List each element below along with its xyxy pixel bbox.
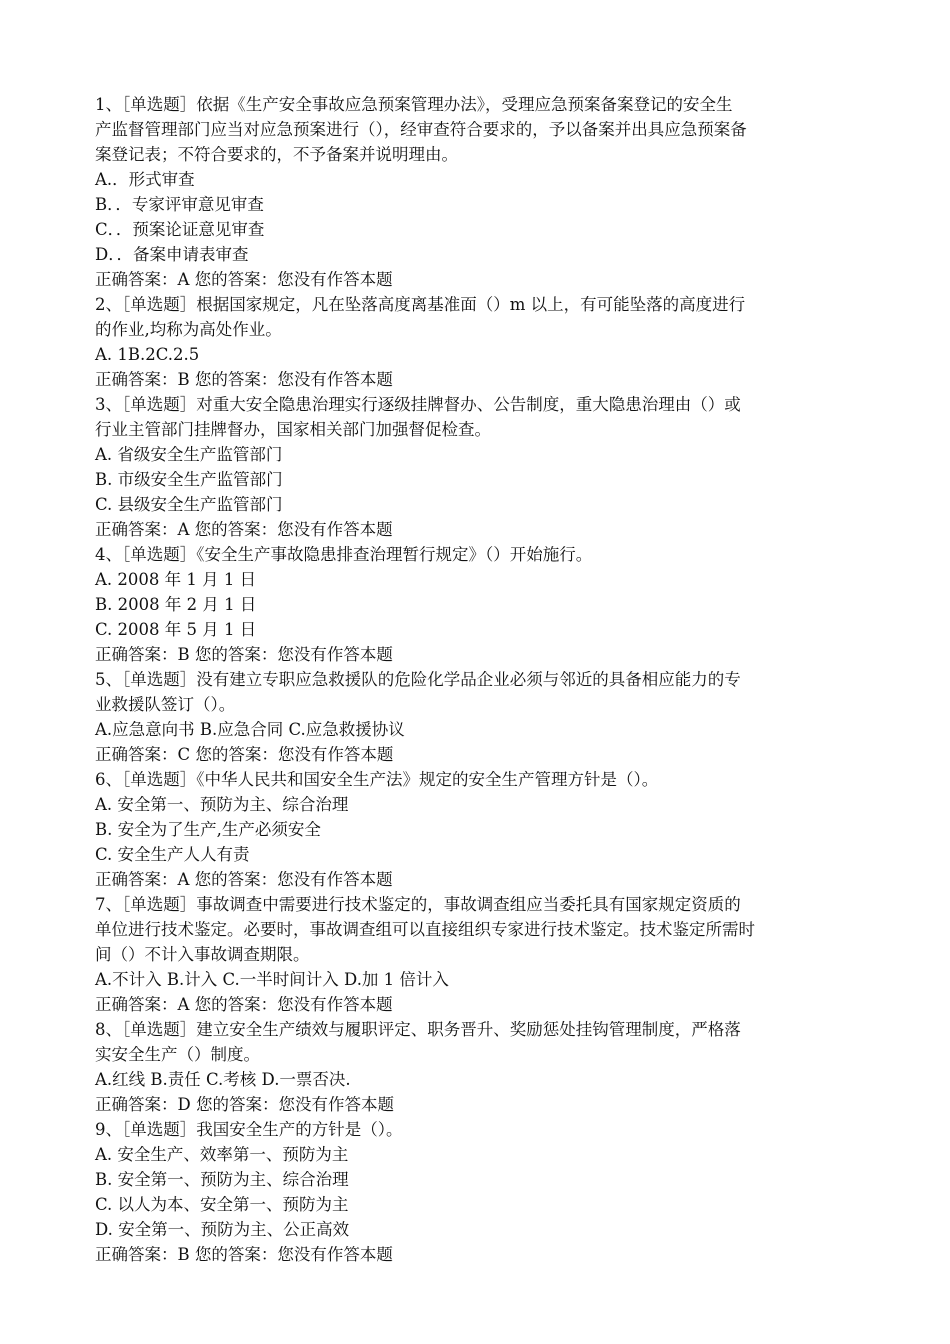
question-text-line: 1、［单选题］依据《生产安全事故应急预案管理办法》，受理应急预案备案登记的安全生 (95, 95, 733, 114)
question-text-line: 5、［单选题］没有建立专职应急救援队的危险化学品企业必须与邻近的具备相应能力的专 (95, 670, 741, 689)
answer-line: 正确答案：A 您的答案：您没有作答本题 (95, 520, 393, 539)
question-text-line: 单位进行技术鉴定。必要时，事故调查组可以直接组织专家进行技术鉴定。技术鉴定所需时 (95, 920, 755, 939)
answer-line: 正确答案：B 您的答案：您没有作答本题 (95, 645, 393, 664)
question-text-line: 行业主管部门挂牌督办，国家相关部门加强督促检查。 (95, 420, 491, 439)
option-d: D. 安全第一、预防为主、公正高效 (95, 1220, 350, 1239)
question-text-line: 业救援队签订（）。 (95, 695, 236, 714)
question-3 (95, 392, 865, 542)
option-a: A. 2008 年 1 月 1 日 (95, 570, 257, 589)
question-text-line: 的作业,均称为高处作业。 (95, 320, 282, 339)
question-text-line: 4、［单选题］《安全生产事故隐患排查治理暂行规定》（）开始施行。 (95, 545, 593, 564)
question-9 (95, 1117, 865, 1267)
question-text-line: 实安全生产（）制度。 (95, 1045, 260, 1064)
option-c: C. 安全生产人人有责 (95, 845, 250, 864)
question-text-line: 间（）不计入事故调查期限。 (95, 945, 310, 964)
option-a: A. 省级安全生产监管部门 (95, 445, 283, 464)
option-c: C．．预案论证意见审查 (95, 220, 265, 239)
question-text-line: 9、［单选题］我国安全生产的方针是（）。 (95, 1120, 403, 1139)
option-b: B. 安全第一、预防为主、综合治理 (95, 1170, 349, 1189)
answer-line: 正确答案：A 您的答案：您没有作答本题 (95, 270, 393, 289)
question-8 (95, 1017, 865, 1117)
option-a: A. 安全生产、效率第一、预防为主 (95, 1145, 349, 1164)
option-b: B. 安全为了生产,生产必须安全 (95, 820, 321, 839)
option-c: C. 以人为本、安全第一、预防为主 (95, 1195, 349, 1214)
answer-line: 正确答案：D 您的答案：您没有作答本题 (95, 1095, 394, 1114)
option-a: A.应急意向书 B.应急合同 C.应急救援协议 (95, 720, 405, 739)
option-b: B. 2008 年 2 月 1 日 (95, 595, 257, 614)
option-d: D．．备案申请表审查 (95, 245, 249, 264)
answer-line: 正确答案：C 您的答案：您没有作答本题 (95, 745, 394, 764)
option-a: A.不计入 B.计入 C.一半时间计入 D.加 1 倍计入 (95, 970, 449, 989)
option-b: B. 市级安全生产监管部门 (95, 470, 283, 489)
option-c: C. 县级安全生产监管部门 (95, 495, 283, 514)
option-b: B．．专家评审意见审查 (95, 195, 264, 214)
question-text-line: 8、［单选题］建立安全生产绩效与履职评定、职务晋升、奖励惩处挂钩管理制度，严格落 (95, 1020, 741, 1039)
question-text-line: 6、［单选题］《中华人民共和国安全生产法》规定的安全生产管理方针是（）。 (95, 770, 659, 789)
option-c: C. 2008 年 5 月 1 日 (95, 620, 257, 639)
question-text-line: 7、［单选题］事故调查中需要进行技术鉴定的，事故调查组应当委托具有国家规定资质的 (95, 895, 741, 914)
option-a: A.红线 B.责任 C.考核 D.一票否决. (95, 1070, 351, 1089)
question-text-line: 产监督管理部门应当对应急预案进行（），经审查符合要求的，予以备案并出具应急预案备 (95, 120, 747, 139)
answer-line: 正确答案：B 您的答案：您没有作答本题 (95, 370, 393, 389)
question-5 (95, 667, 865, 767)
answer-line: 正确答案：B 您的答案：您没有作答本题 (95, 1245, 393, 1264)
option-a: A. 安全第一、预防为主、综合治理 (95, 795, 349, 814)
question-7 (95, 892, 865, 1017)
answer-line: 正确答案：A 您的答案：您没有作答本题 (95, 870, 393, 889)
question-2 (95, 292, 865, 392)
option-a: A. 1B.2C.2.5 (95, 345, 200, 364)
question-text-line: 案登记表；不符合要求的，不予备案并说明理由。 (95, 145, 458, 164)
option-a: A.．形式审查 (95, 170, 195, 189)
question-1 (95, 92, 865, 292)
question-text-line: 3、［单选题］对重大安全隐患治理实行逐级挂牌督办、公告制度，重大隐患治理由（）或 (95, 395, 741, 414)
question-6 (95, 767, 865, 892)
question-document (95, 92, 865, 1267)
answer-line: 正确答案：A 您的答案：您没有作答本题 (95, 995, 393, 1014)
question-4 (95, 542, 865, 667)
question-text-line: 2、［单选题］根据国家规定，凡在坠落高度离基准面（）m 以上，有可能坠落的高度进行 (95, 295, 746, 314)
